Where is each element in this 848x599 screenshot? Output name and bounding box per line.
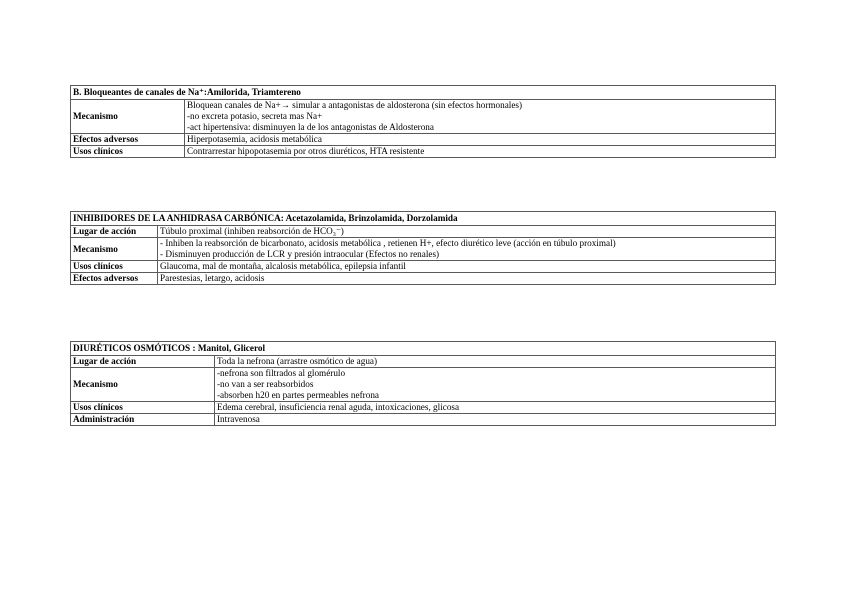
row-value: Glaucoma, mal de montaña, alcalosis metabólica, epilepsia infantil xyxy=(158,261,776,273)
value-line: -absorben h20 en partes permeables nefrona xyxy=(217,390,379,400)
row-value: Hiperpotasemia, acidosis metabólica xyxy=(185,134,776,146)
table-row xyxy=(71,273,776,285)
table-row xyxy=(71,414,776,426)
table-title: B. Bloqueantes de canales de Na⁺:Amilorida, Triamtereno xyxy=(71,86,776,100)
table-row xyxy=(71,261,776,273)
value-line: Bloquean canales de Na+→ simular a antagonistas de aldosterona (sin efectos hormonales) xyxy=(187,100,523,110)
row-label: Lugar de acción xyxy=(71,356,215,368)
row-label: Mecanismo xyxy=(71,100,185,134)
table-title-row xyxy=(71,212,776,226)
row-label: Usos clínicos xyxy=(71,146,185,158)
table-row xyxy=(71,356,776,368)
row-value: Edema cerebral, insuficiencia renal aguda, intoxicaciones, glicosa xyxy=(215,402,776,414)
row-label: Usos clínicos xyxy=(71,261,158,273)
table-row xyxy=(71,100,776,134)
value-line: -no excreta potasio, secreta mas Na+ xyxy=(187,111,323,121)
row-value xyxy=(215,368,776,402)
value-line: -act hipertensiva: disminuyen la de los antagonistas de Aldosterona xyxy=(187,122,434,132)
row-label: Lugar de acción xyxy=(71,226,158,238)
carbonic-anhydrase-inhibitors-table xyxy=(70,211,776,285)
row-value: Toda la nefrona (arrastre osmótico de agua) xyxy=(215,356,776,368)
row-label: Usos clínicos xyxy=(71,402,215,414)
table-title: DIURÉTICOS OSMÓTICOS : Manitol, Glicerol xyxy=(71,342,776,356)
value-line: - Disminuyen producción de LCR y presión intraocular (Efectos no renales) xyxy=(160,249,440,259)
row-value xyxy=(185,100,776,134)
row-value: Contrarrestar hipopotasemia por otros diuréticos, HTA resistente xyxy=(185,146,776,158)
na-channel-blockers-table xyxy=(70,85,776,158)
row-label: Efectos adversos xyxy=(71,273,158,285)
value-line: -nefrona son filtrados al glomérulo xyxy=(217,368,346,378)
row-value: Intravenosa xyxy=(215,414,776,426)
table-row xyxy=(71,368,776,402)
table-title-row xyxy=(71,342,776,356)
osmotic-diuretics-table xyxy=(70,341,776,426)
table-title: INHIBIDORES DE LA ANHIDRASA CARBÓNICA: Acetazolamida, Brinzolamida, Dorzolamida xyxy=(71,212,776,226)
table-row xyxy=(71,226,776,238)
table-row xyxy=(71,134,776,146)
row-label: Administración xyxy=(71,414,215,426)
value-line: -no van a ser reabsorbidos xyxy=(217,379,314,389)
row-label: Mecanismo xyxy=(71,368,215,402)
table-row xyxy=(71,146,776,158)
table-title-row xyxy=(71,86,776,100)
row-value xyxy=(158,238,776,261)
value-line: - Inhiben la reabsorción de bicarbonato, acidosis metabólica , retienen H+, efecto diurético leve (acción en túbulo proximal) xyxy=(160,238,616,248)
table-row xyxy=(71,402,776,414)
row-value: Parestesias, letargo, acidosis xyxy=(158,273,776,285)
table-row xyxy=(71,238,776,261)
row-label: Efectos adversos xyxy=(71,134,185,146)
row-value: Túbulo proximal (inhiben reabsorción de HCO₃⁻) xyxy=(158,226,776,238)
row-label: Mecanismo xyxy=(71,238,158,261)
